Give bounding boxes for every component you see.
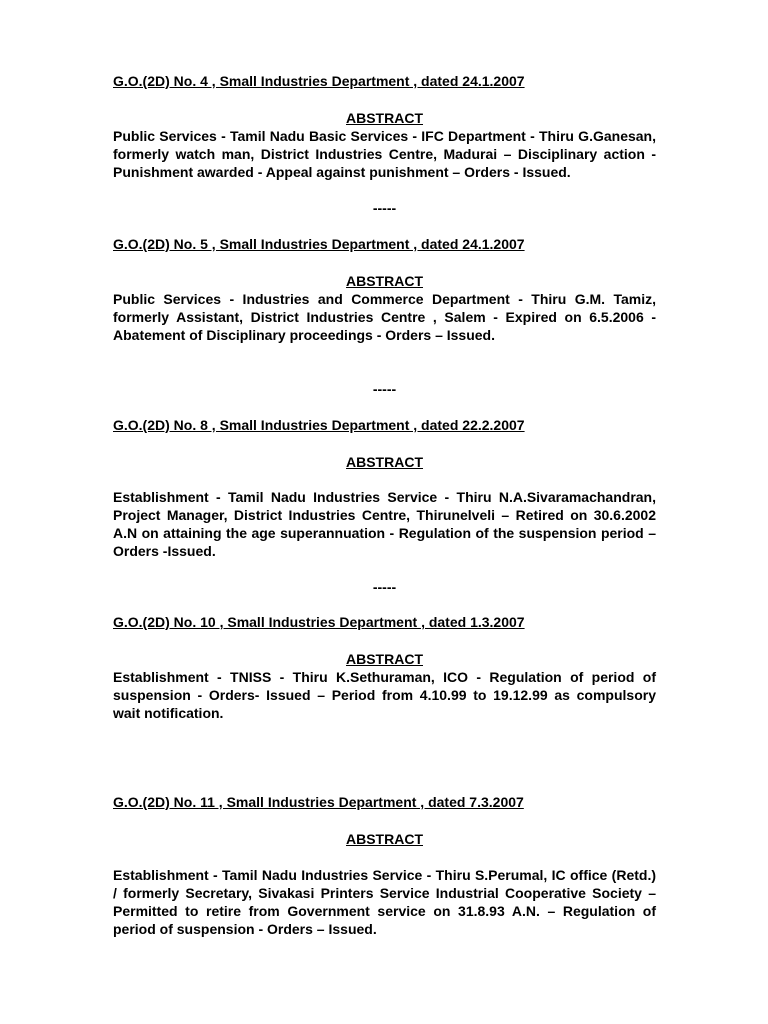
- go-title: G.O.(2D) No. 5 , Small Industries Department , dated 24.1.2007: [113, 236, 525, 252]
- go-title: G.O.(2D) No. 11 , Small Industries Department , dated 7.3.2007: [113, 794, 524, 810]
- go-entry: [113, 613, 656, 722]
- abstract-body: Public Services - Tamil Nadu Basic Services - IFC Department - Thiru G.Ganesan, formerly watch man, District Industries Centre, Madurai – Disciplinary action - Punishment awarded - Appeal against punishment – Orders - Issued.: [113, 128, 656, 180]
- abstract-body: Establishment - TNISS - Thiru K.Sethuraman, ICO - Regulation of period of suspension - Orders- Issued – Period from 4.10.99 to 19.12.99 as compulsory wait notification.: [113, 669, 656, 721]
- abstract-heading: ABSTRACT: [346, 651, 423, 667]
- go-entry: [113, 72, 656, 181]
- abstract-heading: ABSTRACT: [346, 454, 423, 470]
- abstract-heading: ABSTRACT: [346, 273, 423, 289]
- separator: -----: [372, 200, 397, 216]
- document-page: [113, 72, 656, 938]
- abstract-body: Public Services - Industries and Commerce Department - Thiru G.M. Tamiz, formerly Assistant, District Industries Centre , Salem - Expired on 6.5.2006 - Abatement of Disciplinary proceedings - Orders – Issued.: [113, 291, 656, 343]
- go-title: G.O.(2D) No. 4 , Small Industries Department , dated 24.1.2007: [113, 73, 525, 89]
- abstract-heading: ABSTRACT: [346, 110, 423, 126]
- separator: -----: [372, 579, 397, 595]
- go-entry: [113, 793, 656, 938]
- go-entry: [113, 416, 656, 560]
- separator: -----: [372, 381, 397, 397]
- go-entry: [113, 235, 656, 344]
- abstract-body: Establishment - Tamil Nadu Industries Service - Thiru S.Perumal, IC office (Retd.) / formerly Secretary, Sivakasi Printers Service Industrial Cooperative Society – Permitted to retire from Government service on 31.8.93 A.N. – Regulation of period of suspension - Orders – Issued.: [113, 867, 656, 937]
- go-title: G.O.(2D) No. 10 , Small Industries Department , dated 1.3.2007: [113, 614, 525, 630]
- abstract-heading: ABSTRACT: [346, 831, 423, 847]
- go-title: G.O.(2D) No. 8 , Small Industries Department , dated 22.2.2007: [113, 417, 525, 433]
- abstract-body: Establishment - Tamil Nadu Industries Service - Thiru N.A.Sivaramachandran, Project Manager, District Industries Centre, Thirunelveli – Retired on 30.6.2002 A.N on attaining the age superannuation - Regulation of the suspension period – Orders -Issued.: [113, 489, 656, 559]
